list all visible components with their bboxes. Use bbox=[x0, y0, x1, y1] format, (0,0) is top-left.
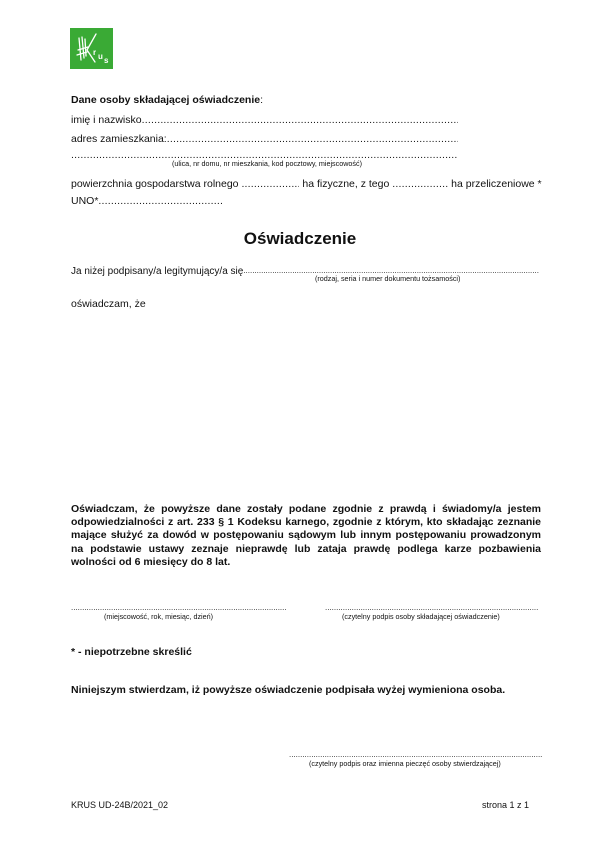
identity-row bbox=[71, 265, 539, 278]
personal-data-heading-colon: : bbox=[260, 94, 264, 106]
svg-text:r: r bbox=[93, 48, 97, 57]
confirmation-signature-field[interactable] bbox=[289, 751, 542, 759]
uno-label: UNO* bbox=[71, 195, 99, 207]
farm-area-row bbox=[71, 178, 542, 191]
address-hint: (ulica, nr domu, nr mieszkania, kod pocztowy, miejscowość) bbox=[172, 159, 363, 168]
document-title: Oświadczenie bbox=[243, 229, 357, 248]
name-field[interactable] bbox=[142, 114, 458, 127]
uno-field[interactable] bbox=[98, 195, 223, 208]
farm-converted-label: ha przeliczeniowe * bbox=[448, 178, 542, 190]
signature-hint: (czytelny podpis osoby składającej oświadczenie) bbox=[342, 612, 500, 621]
farm-physical-field[interactable] bbox=[241, 178, 299, 191]
footnote: * - niepotrzebne skreślić bbox=[71, 646, 192, 658]
declare-label: oświadczam, że bbox=[71, 298, 146, 310]
form-id: KRUS UD-24B/2021_02 bbox=[71, 800, 169, 810]
identity-label: Ja niżej podpisany/a legitymujący/a się bbox=[71, 266, 244, 277]
signature-field[interactable] bbox=[325, 604, 538, 612]
liability-statement: Oświadczam, że powyższe dane zostały podane zgodnie z prawdą i świadomy/a jestem odpowiedzialności z art. 233 § 1 Kodeksu karnego, zgodnie z którym, kto składając zeznanie mające służyć za dowód w postępowaniu sądowym lub innym postępowaniu prowadzonym na podstawie ustawy zeznaje nieprawdę lub zataja prawdę podlega karze pozbawienia wolności od 6 miesięcy do 8 lat. bbox=[71, 503, 541, 568]
krus-logo-icon bbox=[70, 28, 113, 69]
name-label: imię i nazwisko bbox=[71, 114, 142, 126]
uno-field-row bbox=[71, 195, 223, 208]
svg-text:s: s bbox=[104, 56, 109, 65]
address-field-row bbox=[71, 133, 458, 146]
farm-converted-field[interactable] bbox=[392, 178, 448, 191]
krus-logo bbox=[70, 28, 113, 69]
personal-data-heading bbox=[71, 94, 263, 107]
identity-hint: (rodzaj, seria i numer dokumentu tożsamości) bbox=[315, 274, 461, 283]
page-number: strona 1 z 1 bbox=[482, 800, 530, 810]
personal-data-heading-text: Dane osoby składającej oświadczenie bbox=[71, 94, 261, 106]
confirmation-signature-hint: (czytelny podpis oraz imienna pieczęć osoby stwierdzającej) bbox=[309, 759, 501, 768]
place-date-field[interactable] bbox=[71, 604, 287, 612]
place-date-hint: (miejscowość, rok, miesiąc, dzień) bbox=[104, 612, 214, 621]
declaration-content-area[interactable] bbox=[71, 318, 539, 488]
farm-area-label: powierzchnia gospodarstwa rolnego bbox=[71, 178, 242, 190]
farm-physical-label: ha fizyczne, z tego bbox=[299, 178, 393, 190]
name-field-row bbox=[71, 114, 458, 127]
confirmation-text: Niniejszym stwierdzam, iż powyższe oświadczenie podpisała wyżej wymieniona osoba. bbox=[71, 684, 506, 696]
address-field[interactable] bbox=[167, 133, 458, 146]
svg-text:u: u bbox=[98, 52, 103, 61]
address-label: adres zamieszkania: bbox=[71, 133, 167, 145]
